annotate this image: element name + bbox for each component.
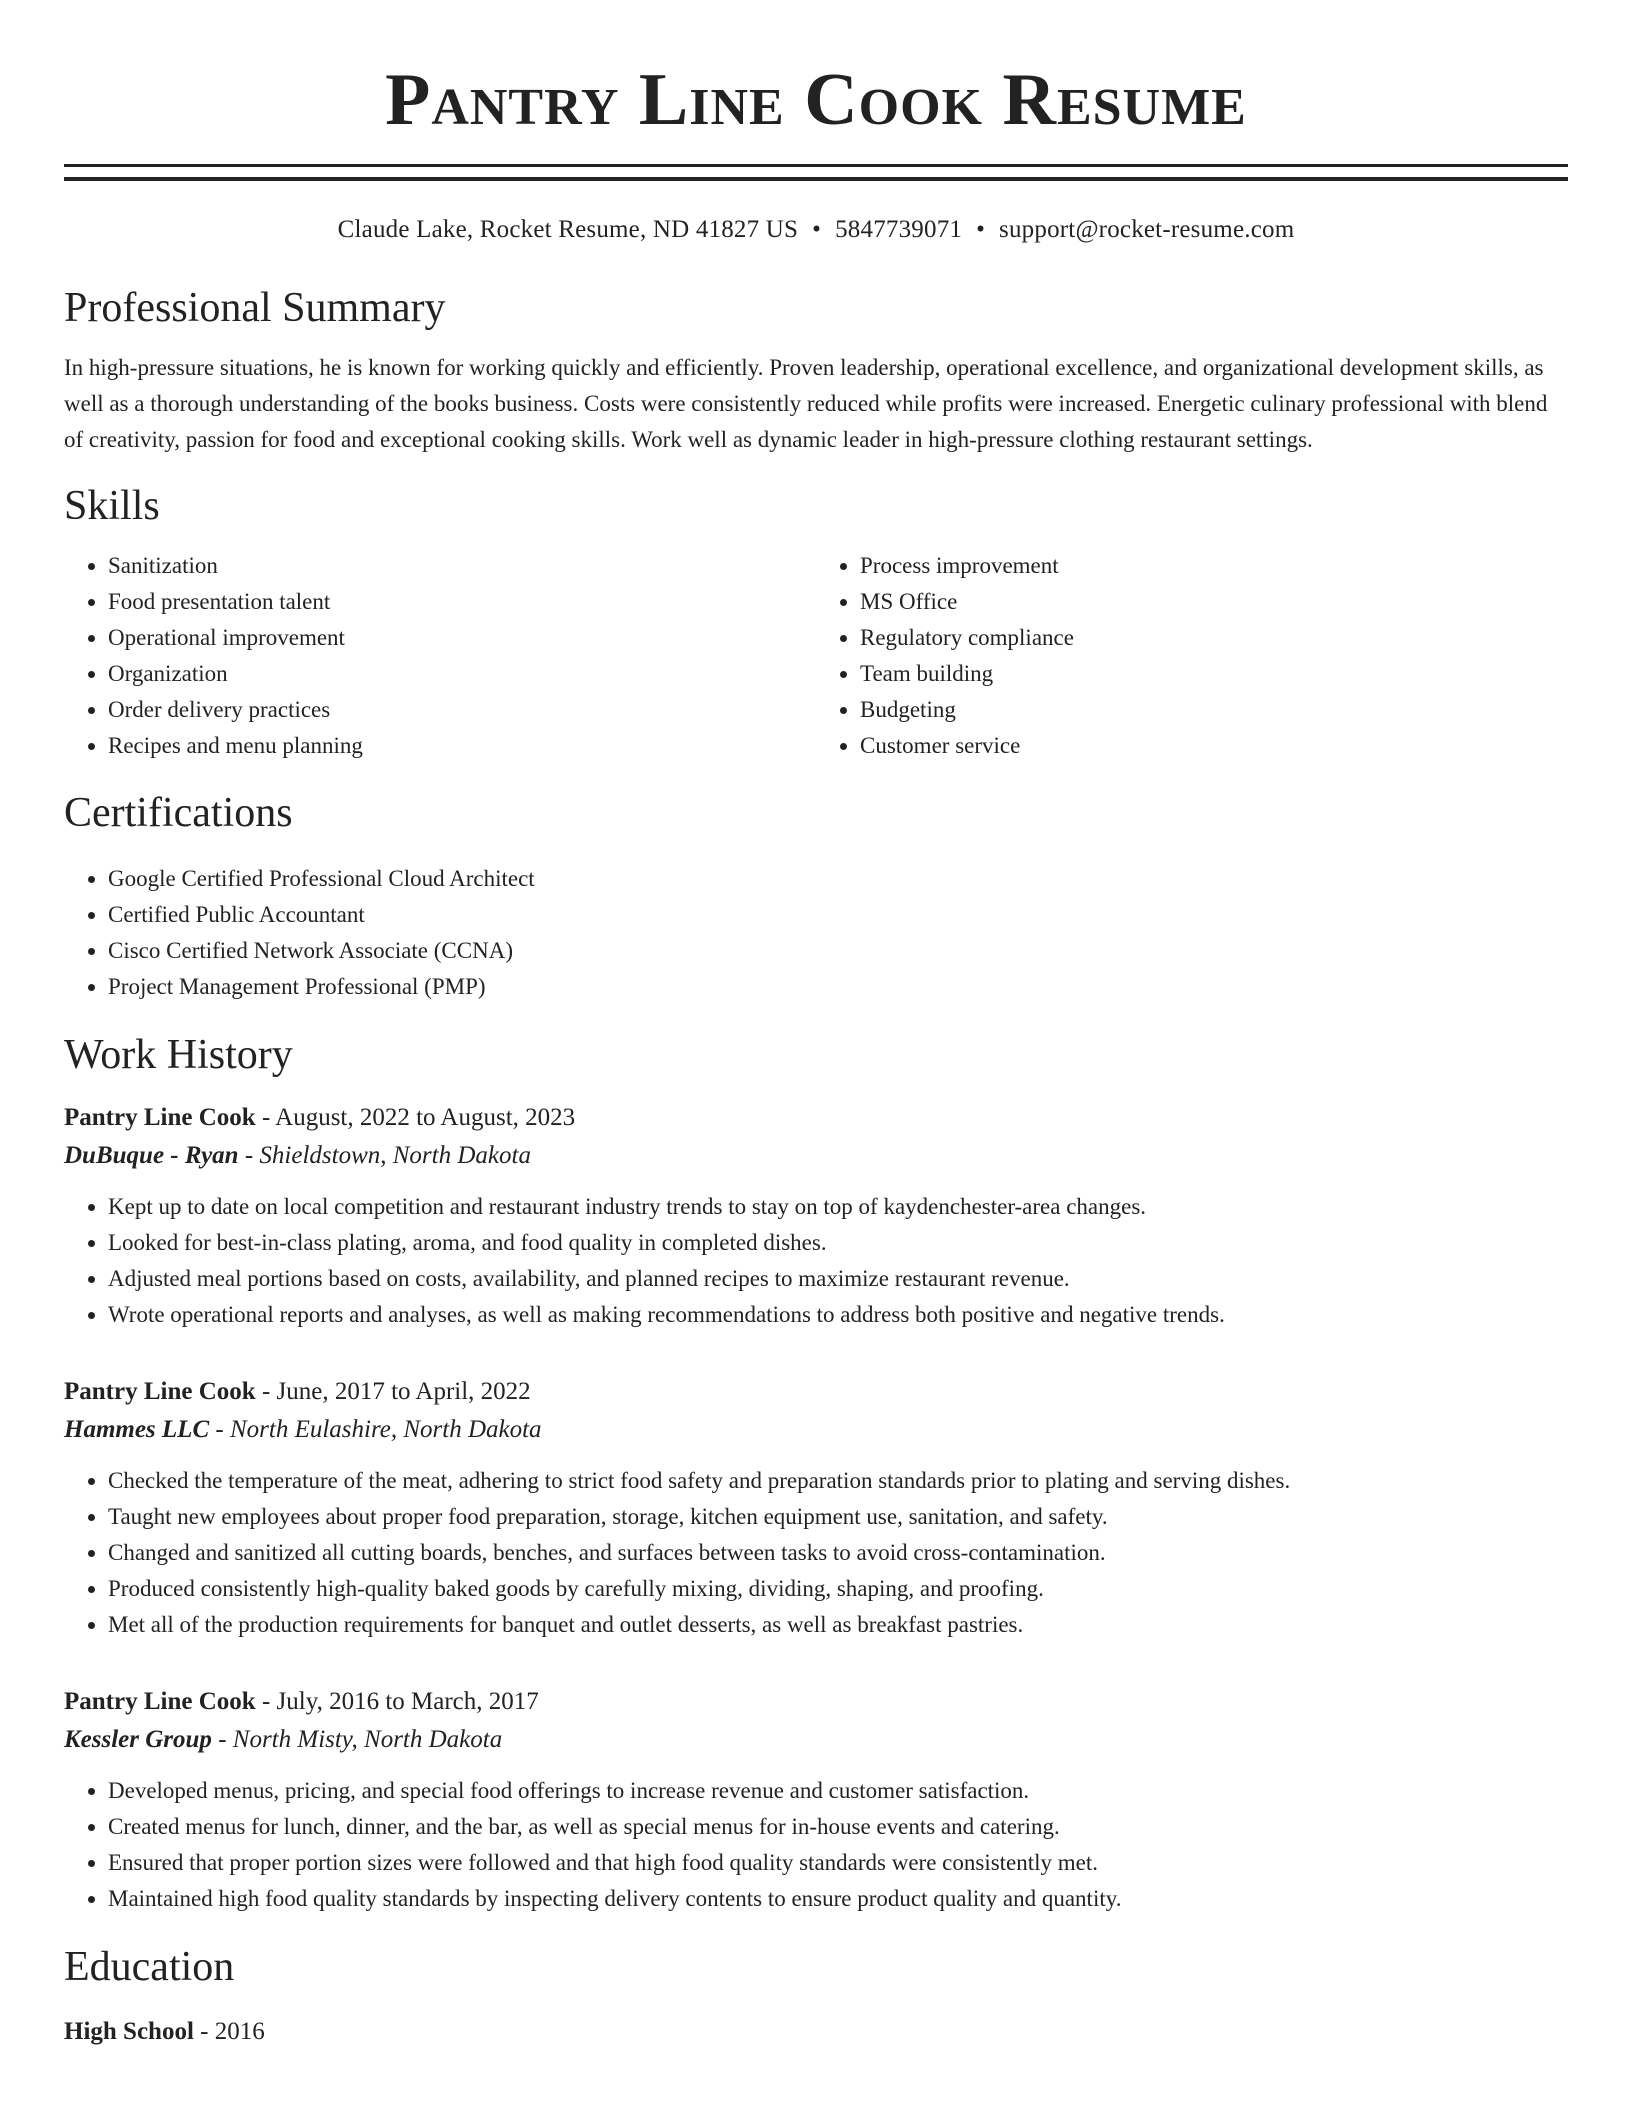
job-dates: - July, 2016 to March, 2017 bbox=[255, 1688, 539, 1715]
contact-phone: 5847739071 bbox=[835, 216, 963, 243]
job-company-line bbox=[64, 1721, 1568, 1759]
job-location: - North Eulashire, North Dakota bbox=[209, 1416, 542, 1443]
job-title: Pantry Line Cook bbox=[64, 1104, 256, 1131]
summary-heading: Professional Summary bbox=[64, 285, 446, 331]
job-bullet: • Created menus for lunch, dinner, and the bar, as well as special menus for in-house events and catering. bbox=[108, 1809, 1568, 1845]
job-title: Pantry Line Cook bbox=[64, 1378, 256, 1405]
job-company-line bbox=[64, 1137, 1568, 1175]
certification-item: • Certified Public Accountant bbox=[108, 897, 1568, 933]
certifications-heading: Certifications bbox=[64, 790, 293, 836]
skill-item: • Operational improvement bbox=[108, 620, 816, 656]
job-bullet: • Adjusted meal portions based on costs, availability, and planned recipes to maximize restaurant revenue. bbox=[108, 1261, 1568, 1297]
job-bullet: • Kept up to date on local competition and restaurant industry trends to stay on top of kaydenchester-area changes. bbox=[108, 1189, 1568, 1225]
education-line bbox=[64, 2013, 1568, 2051]
job-company: Hammes LLC bbox=[64, 1416, 210, 1443]
education-year: - 2016 bbox=[193, 2018, 265, 2045]
job-location: - Shieldstown, North Dakota bbox=[238, 1142, 531, 1169]
skill-item: • Recipes and menu planning bbox=[108, 728, 816, 764]
education-degree: High School bbox=[64, 2018, 194, 2045]
job-bullets bbox=[64, 1463, 1568, 1643]
job-title: Pantry Line Cook bbox=[64, 1688, 256, 1715]
certification-item: • Project Management Professional (PMP) bbox=[108, 969, 1568, 1005]
job-title-line bbox=[64, 1099, 1568, 1137]
job-bullet: • Produced consistently high-quality baked goods by carefully mixing, dividing, shaping, and proofing. bbox=[108, 1571, 1568, 1607]
skill-item: • Sanitization bbox=[108, 548, 816, 584]
contact-line bbox=[64, 215, 1568, 245]
job-company: DuBuque - Ryan bbox=[64, 1142, 239, 1169]
job-title-line bbox=[64, 1683, 1568, 1721]
skill-item: • Food presentation talent bbox=[108, 584, 816, 620]
job-company-line bbox=[64, 1411, 1568, 1449]
resume-title: Pantry Line Cook Resume bbox=[385, 59, 1247, 141]
job-bullet: • Met all of the production requirements for banquet and outlet desserts, as well as breakfast pastries. bbox=[108, 1607, 1568, 1643]
skill-item: • Organization bbox=[108, 656, 816, 692]
job-bullets bbox=[64, 1189, 1568, 1333]
job-bullets bbox=[64, 1773, 1568, 1917]
contact-separator: • bbox=[976, 216, 986, 243]
skill-item: • MS Office bbox=[860, 584, 1568, 620]
job-bullet: • Checked the temperature of the meat, adhering to strict food safety and preparation standards prior to plating and serving dishes. bbox=[108, 1463, 1568, 1499]
job-bullet: • Maintained high food quality standards by inspecting delivery contents to ensure product quality and quantity. bbox=[108, 1881, 1568, 1917]
certification-item: • Google Certified Professional Cloud Architect bbox=[108, 861, 1568, 897]
skill-item: • Budgeting bbox=[860, 692, 1568, 728]
skill-item: • Process improvement bbox=[860, 548, 1568, 584]
contact-separator: • bbox=[812, 216, 822, 243]
skills-columns bbox=[64, 548, 1568, 764]
job-bullet: • Looked for best-in-class plating, aroma, and food quality in completed dishes. bbox=[108, 1225, 1568, 1261]
job-dates: - June, 2017 to April, 2022 bbox=[255, 1378, 531, 1405]
job-bullet: • Developed menus, pricing, and special food offerings to increase revenue and customer satisfaction. bbox=[108, 1773, 1568, 1809]
job-dates: - August, 2022 to August, 2023 bbox=[255, 1104, 576, 1131]
skills-heading: Skills bbox=[64, 483, 160, 529]
job-bullet: • Changed and sanitized all cutting boards, benches, and surfaces between tasks to avoid cross-contamination. bbox=[108, 1535, 1568, 1571]
education-heading: Education bbox=[64, 1944, 235, 1990]
skill-item: • Order delivery practices bbox=[108, 692, 816, 728]
work-history-heading: Work History bbox=[64, 1032, 293, 1078]
skills-list-right bbox=[816, 548, 1568, 764]
job-bullet: • Ensured that proper portion sizes were followed and that high food quality standards were consistently met. bbox=[108, 1845, 1568, 1881]
job-entry bbox=[64, 1373, 1568, 1643]
job-entry bbox=[64, 1683, 1568, 1917]
job-bullet: • Taught new employees about proper food preparation, storage, kitchen equipment use, sanitation, and safety. bbox=[108, 1499, 1568, 1535]
resume-page bbox=[64, 0, 1568, 2051]
job-location: - North Misty, North Dakota bbox=[211, 1726, 503, 1753]
skill-item: • Team building bbox=[860, 656, 1568, 692]
job-entry bbox=[64, 1099, 1568, 1333]
contact-email: support@rocket-resume.com bbox=[999, 216, 1295, 243]
skill-item: • Regulatory compliance bbox=[860, 620, 1568, 656]
job-bullet: • Wrote operational reports and analyses, as well as making recommendations to address both positive and negative trends. bbox=[108, 1297, 1568, 1333]
title-double-rule bbox=[64, 164, 1568, 181]
job-company: Kessler Group bbox=[64, 1726, 212, 1753]
certification-item: • Cisco Certified Network Associate (CCNA) bbox=[108, 933, 1568, 969]
skill-item: • Customer service bbox=[860, 728, 1568, 764]
contact-address: Claude Lake, Rocket Resume, ND 41827 US bbox=[337, 216, 799, 243]
job-title-line bbox=[64, 1373, 1568, 1411]
certifications-list bbox=[64, 861, 1568, 1005]
summary-text: In high-pressure situations, he is known for working quickly and efficiently. Proven leadership, operational excellence, and organizational development skills, as well as a thorough understanding of the books business. Costs were consistently reduced while profits were increased. Energetic culinary professional with blend of creativity, passion for food and exceptional cooking skills. Work well as dynamic leader in high-pressure clothing restaurant settings. bbox=[64, 355, 1548, 452]
skills-list-left bbox=[64, 548, 816, 764]
